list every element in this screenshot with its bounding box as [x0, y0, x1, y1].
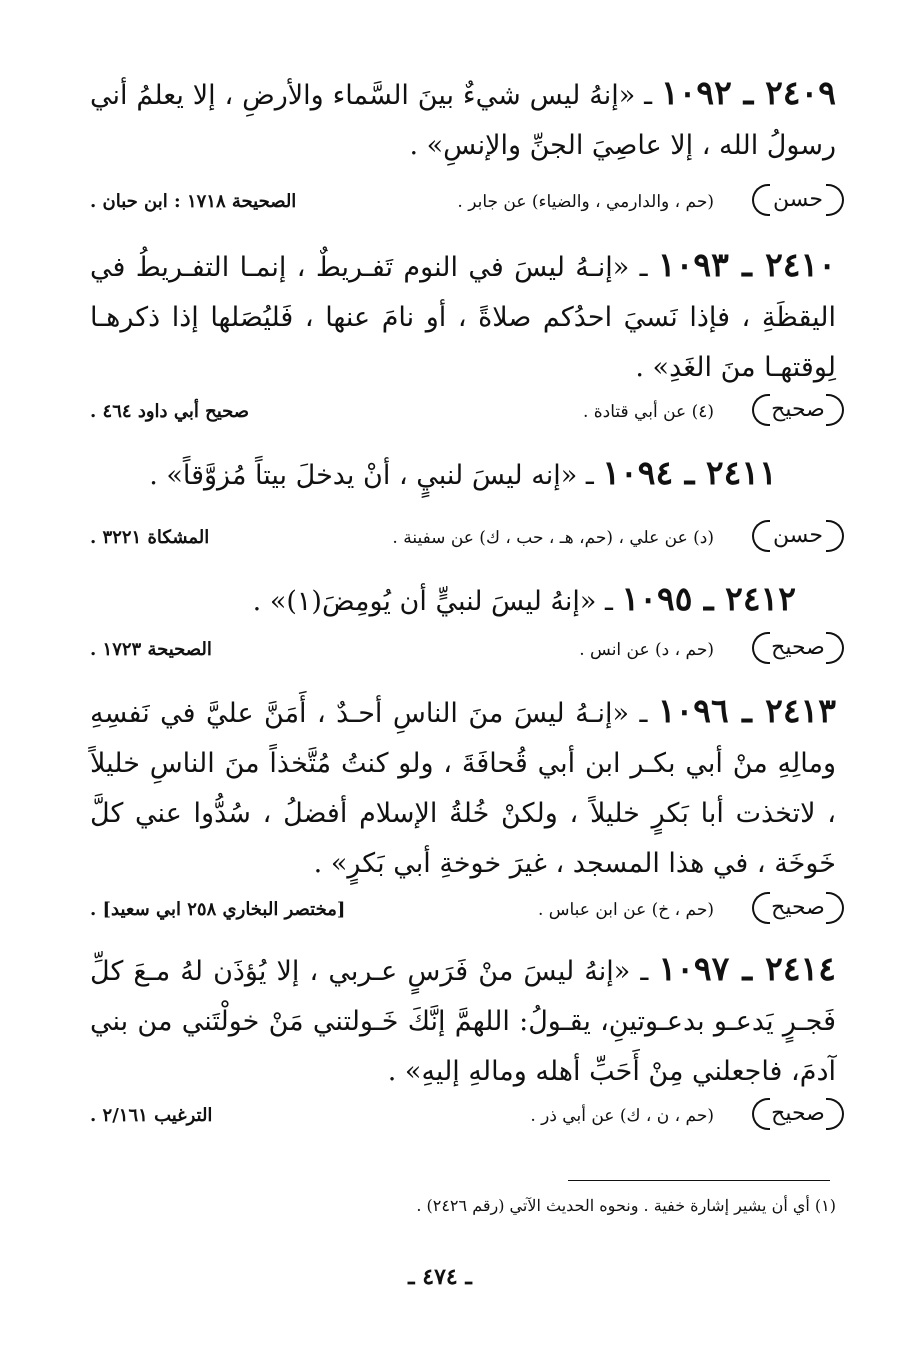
hadith-entry — [90, 448, 836, 501]
hadith-number: ٢٤١٣ ـ ١٠٩٦ — [657, 691, 836, 730]
reference-text: الصحيحة ١٧٢٣ . — [90, 639, 212, 660]
source-line — [90, 630, 844, 670]
grade-badge: حسن — [752, 182, 844, 218]
reference-text: الترغيب ٢/١٦١ . — [90, 1105, 213, 1126]
source-line — [90, 392, 844, 432]
page-number: ـ ٤٧٤ ـ — [408, 1264, 472, 1290]
reference-text: المشكاة ٣٢٢١ . — [90, 527, 210, 548]
hadith-number: ٢٤٠٩ ـ ١٠٩٢ — [660, 73, 836, 112]
source-line — [90, 182, 844, 222]
hadith-text: ـ «إنـهُ ليسَ منَ الناسِ أحـدٌ ، أَمَنَّ عليَّ في نَفسِهِ ومالِهِ منْ أبي بكـر ابن أبي قُحافَةَ ، ولو كنتُ مُتَّخذاً منَ الناسِ خليلاً ، لاتخذت أبا بَكرٍ خليلاً ، ولكنْ خُلةُ الإسلام أفضلُ ، سُدُّوا عني كلَّ خَوخَة ، في هذا المسجد ، غيرَ خوخةِ أبي بَكرٍ» . — [90, 698, 837, 879]
sources-text: (حم ، د) عن انس . — [579, 640, 714, 660]
hadith-text: ـ «إنه ليسَ لنبيٍ ، أنْ يدخلَ بيتاً مُزوَّقاً» . — [149, 460, 594, 491]
hadith-entry — [90, 686, 836, 889]
sources-text: (حم ، ن ، ك) عن أبي ذر . — [530, 1106, 714, 1126]
hadith-text: ـ «إنهُ ليسَ لنبيٍّ أن يُومِضَ(١)» . — [252, 586, 613, 617]
grade-badge: صحيح — [752, 890, 844, 926]
grade-badge: صحيح — [752, 1096, 844, 1132]
hadith-number: ٢٤١٢ ـ ١٠٩٥ — [621, 579, 796, 618]
reference-text: [مختصر البخاري ٢٥٨ ابي سعيد] . — [90, 899, 346, 920]
sources-text: (حم ، والدارمي ، والضياء) عن جابر . — [457, 192, 714, 212]
hadith-text: ـ «إنـهُ ليسَ في النوم تَفـريطٌ ، إنمـا التفـريطُ في اليقظَةِ ، فإذا نَسيَ احدُكم صلاةً ، أو نامَ عنها ، فَليُصَلها إذا ذكرهـا لِوقتهـا منَ الغَدِ» . — [90, 252, 836, 383]
grade-badge: حسن — [752, 518, 844, 554]
hadith-entry — [90, 240, 836, 393]
source-line — [90, 890, 844, 930]
sources-text: (د) عن علي ، (حم، هـ ، حب ، ك) عن سفينة . — [392, 528, 714, 548]
hadith-text: ـ «إنهُ ليس شيءٌ بينَ السَّماء والأرضِ ، إلا يعلمُ أني رسولُ الله ، إلا عاصِيَ الجنِّ والإنسِ» . — [90, 80, 836, 161]
hadith-text: ـ «إنهُ ليسَ منْ فَرَسٍ عـربي ، إلا يُؤذَن لهُ مـعَ كلِّ فَجـرٍ يَدعـو بدعـوتينِ، يقـولُ: اللهمَّ إنَّكَ خَـولتني مَنْ خولْتَني من بني آدمَ، فاجعلني مِنْ أَحَبِّ أهله ومالهِ إليهِ» . — [90, 956, 836, 1087]
grade-badge: صحيح — [752, 630, 844, 666]
hadith-number: ٢٤١٠ ـ ١٠٩٣ — [657, 245, 836, 284]
source-line — [90, 1096, 844, 1136]
reference-text: الصحيحة ١٧١٨ : ابن حبان . — [90, 191, 297, 212]
hadith-number: ٢٤١١ ـ ١٠٩٤ — [602, 453, 777, 492]
hadith-number: ٢٤١٤ ـ ١٠٩٧ — [658, 949, 836, 988]
grade-badge: صحيح — [752, 392, 844, 428]
hadith-entry — [90, 68, 836, 171]
source-line — [90, 518, 844, 558]
hadith-entry — [90, 944, 836, 1097]
hadith-entry — [90, 574, 796, 627]
footnote-divider — [568, 1180, 830, 1181]
footnote: (١) أي أن يشير إشارة خفية . ونحوه الحديث الآتي (رقم ٢٤٢٦) . — [416, 1196, 836, 1215]
sources-text: (حم ، خ) عن ابن عباس . — [537, 900, 714, 920]
reference-text: صحيح أبي داود ٤٦٤ . — [90, 401, 250, 422]
sources-text: (٤) عن أبي قتادة . — [582, 402, 714, 422]
